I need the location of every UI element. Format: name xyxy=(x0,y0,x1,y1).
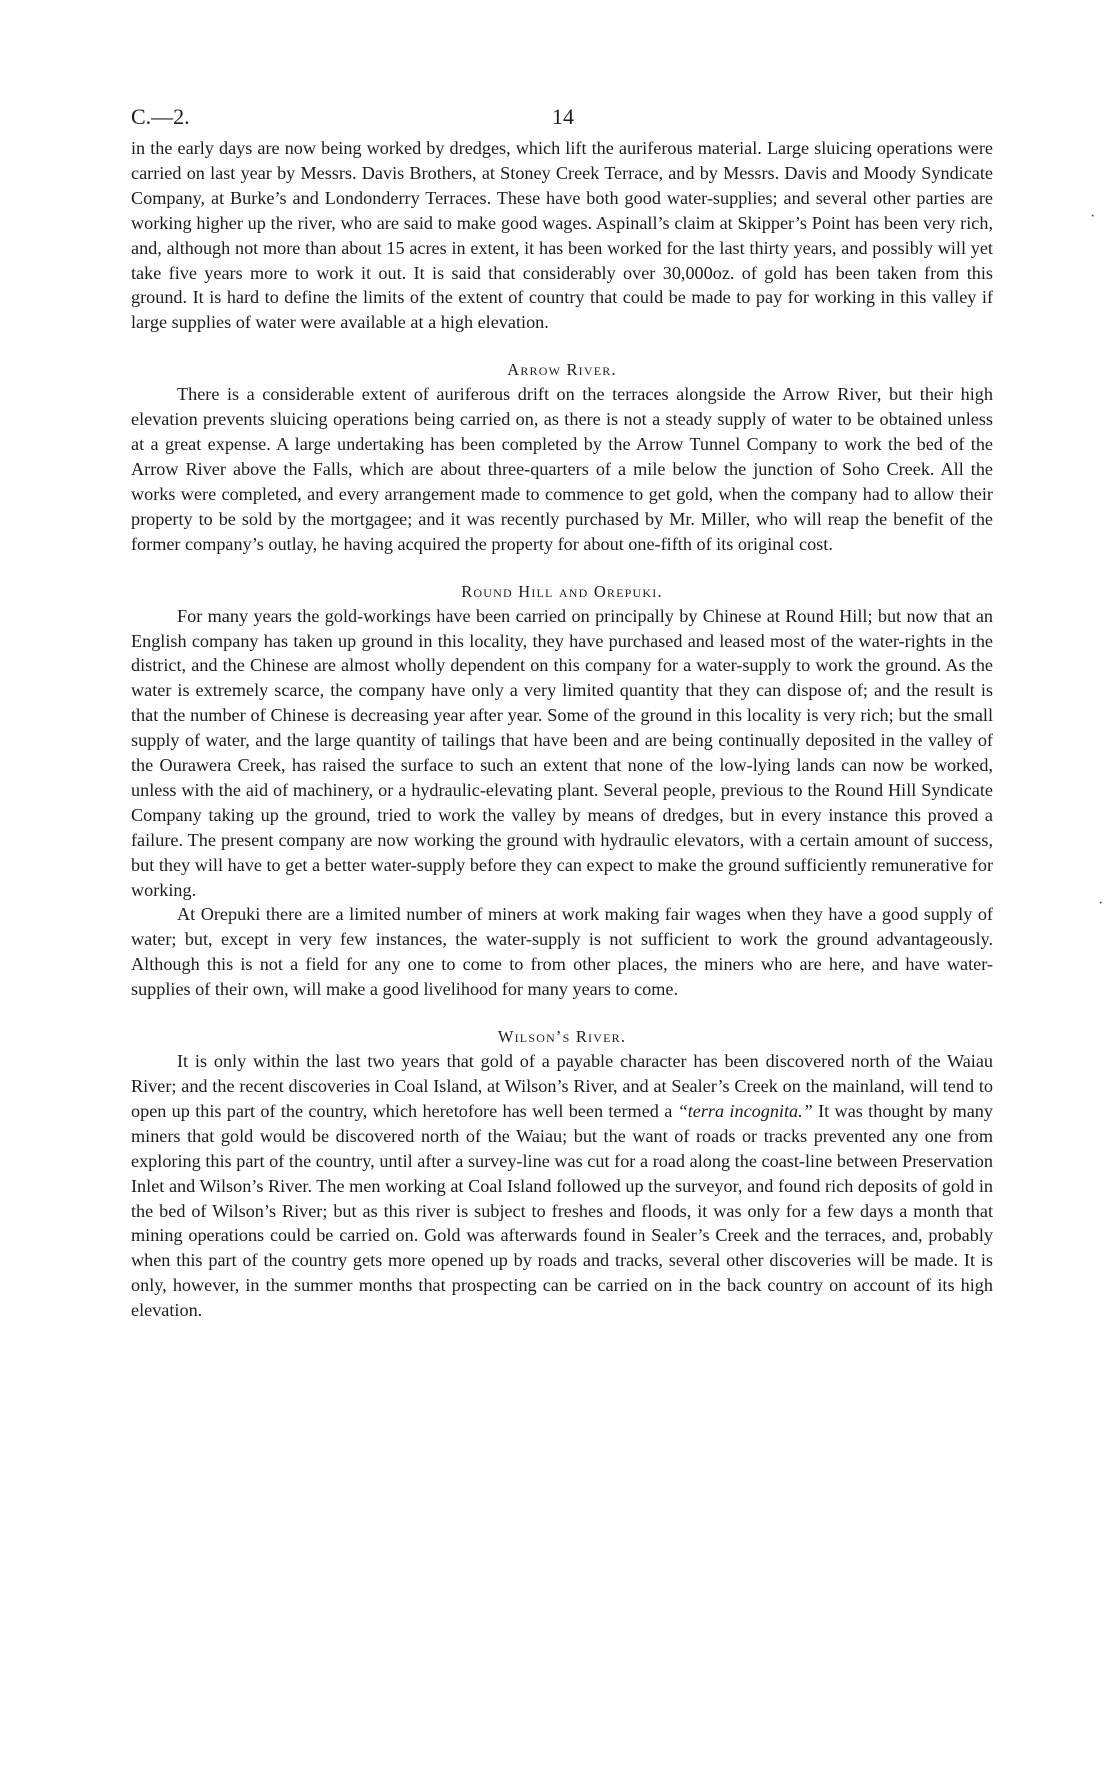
intro-paragraph: in the early days are now being worked by dredges, which lift the auriferous material. Large sluicing operations were carried on last year by Messrs. Davis Brothers, at Stoney Creek Terrace, and by Messrs. Davis and Moody Syndicate Company, at Burke’s and Londonderry Terraces. These have both good water-supplies; and several other parties are working higher up the river, who are said to make good wages. Aspinall’s claim at Skipper’s Point has been very rich, and, although not more than about 15 acres in extent, it has been worked for the last thirty years, and possibly will yet take five years more to work it out. It is said that considerably over 30,000oz. of gold has been taken from this ground. It is hard to define the limits of the extent of country that could be made to pay for working in this valley if large supplies of water were available at a high elevation. xyxy=(131,138,993,333)
running-header xyxy=(131,96,993,136)
margin-speck: · xyxy=(1090,208,1096,225)
wilsons-river-text-start: It is only within the last two years that gold of a payable character has been discovered north of the Waiau River; and the recent discoveries in Coal Island, at Wilson’s River, and at Sealer’s Creek on the mainland, will tend to open up this part of the country, which heretofore has well been termed a xyxy=(131,1051,993,1121)
wilsons-river-paragraph xyxy=(131,1049,993,1323)
document-page xyxy=(131,96,993,1323)
round-hill-paragraph-2: At Orepuki there are a limited number of miners at work making fair wages when they have a good supply of water; but, except in very few instances, the water-supply is not sufficient to work the ground advantageously. Although this is not a field for any one to come to from other places, the miners who are here, and have water-supplies of their own, will make a good livelihood for many years to come. xyxy=(131,904,993,1000)
document-reference: C.—2. xyxy=(131,104,190,129)
section-heading-round-hill: Round Hill and Orepuki. xyxy=(461,581,663,601)
arrow-river-paragraph: There is a considerable extent of auriferous drift on the terraces alongside the Arrow River, but their high elevation prevents sluicing operations being carried on, as there is not a steady supply of water to be obtained unless at a great expense. A large undertaking has been completed by the Arrow Tunnel Company to work the bed of the Arrow River above the Falls, which are about three-quarters of a mile below the junction of Soho Creek. All the works were completed, and every arrangement made to commence to get gold, when the company had to allow their property to be sold by the mortgagee; and it was recently purchased by Mr. Miller, who will reap the benefit of the former company’s outlay, he having acquired the property for about one-fifth of its original cost. xyxy=(131,384,993,554)
round-hill-paragraph-1: For many years the gold-workings have been carried on principally by Chinese at Round Hill; but now that an English company has taken up ground in this locality, they have purchased and leased most of the water-rights in the district, and the Chinese are almost wholly dependent on this company for a water-supply to work the ground. As the water is extremely scarce, the company have only a very limited quantity that they can dispose of; and the result is that the number of Chinese is decreasing year after year. Some of the ground in this locality is very rich; but the small supply of water, and the large quantity of tailings that have been and are being continually deposited in the valley of the Ourawera Creek, has raised the surface to such an extent that none of the low-lying lands can now be worked, unless with the aid of machinery, or a hydraulic-elevating plant. Several people, previous to the Round Hill Syndicate Company taking up the ground, tried to work the valley by means of dredges, but in every instance this proved a failure. The present company are now working the ground with hydraulic elevators, with a certain amount of success, but they will have to get a better water-supply before they can expect to make the ground sufficiently remunerative for working. xyxy=(131,605,993,900)
section-heading-wilsons-river: Wilson’s River. xyxy=(497,1027,627,1047)
margin-speck: · xyxy=(1098,895,1104,912)
section-heading-arrow-river: Arrow River. xyxy=(507,360,617,380)
wilsons-river-italic-phrase: “terra incognita.” xyxy=(677,1100,813,1121)
page-number: 14 xyxy=(552,104,574,129)
wilsons-river-text-end: It was thought by many miners that gold would be discovered north of the Waiau; but the want of roads or tracks prevented any one from exploring this part of the country, until after a survey-line was cut for a road along the coast-line between Preservation Inlet and Wilson’s River. The men working at Coal Island followed up the surveyor, and found rich deposits of gold in the bed of Wilson’s River; but as this river is subject to freshes and floods, it was only for a few days a month that mining operations could be carried on. Gold was afterwards found in Sealer’s Creek and the terraces, and, probably when this part of the country gets more opened up by roads and tracks, several other discoveries will be made. It is only, however, in the summer months that prospecting can be carried on in the back country on account of its high elevation. xyxy=(131,1100,993,1321)
